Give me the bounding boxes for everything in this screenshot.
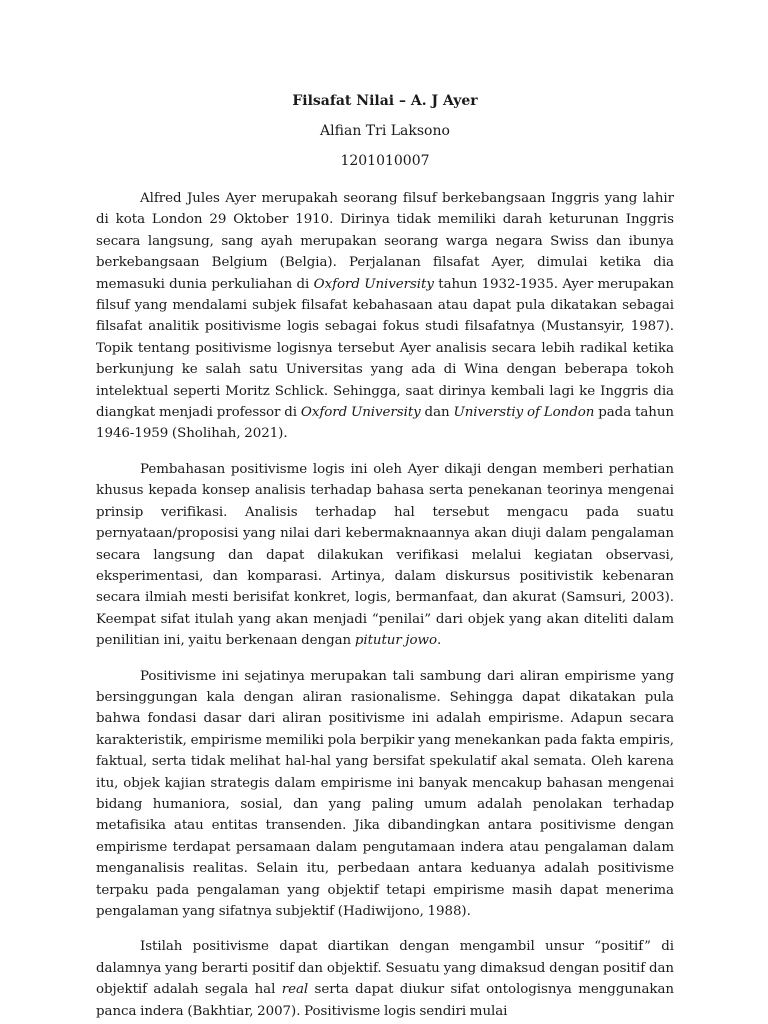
paragraph: Pembahasan positivisme logis ini oleh Ayer dikaji dengan memberi perhatian khusus kepada konsep analisis terhadap bahasa serta penekanan teorinya mengenai prinsip verifikasi. Analisis terhadap hal tersebut mengacu pada suatu pernyataan/proposisi yang nilai dari kebermaknaannya akan diuji dalam pengalaman secara langsung dan dapat dilakukan verifikasi melalui kegiatan observasi, eksperimentasi, dan komparasi. Artinya, dalam diskursus positivistik kebenaran secara ilmiah mesti berisifat konkret, logis, bermanfaat, dan akurat (Samsuri, 2003). Keempat sifat itulah yang akan menjadi “penilai” dari objek yang akan diteliti dalam penilitian ini, yaitu berkenaan dengan pitutur jowo. bbox=[96, 461, 674, 649]
paragraph: Alfred Jules Ayer merupakah seorang filsuf berkebangsaan Inggris yang lahir di kota London 29 Oktober 1910. Dirinya tidak memiliki darah keturunan Inggris secara langsung, sang ayah merupakan seorang warga negara Swiss dan ibunya berkebangsaan Belgium (Belgia). Perjalanan filsafat Ayer, dimulai ketika dia memasuki dunia perkuliahan di Oxford University tahun 1932-1935. Ayer merupakan filsuf yang mendalami subjek filsafat kebahasaan atau dapat pula dikatakan sebagai filsafat analitik positivisme logis sebagai fokus studi filsafatnya (Mustansyir, 1987). Topik tentang positivisme logisnya tersebut Ayer analisis secara lebih radikal ketika berkunjung ke salah satu Universitas yang ada di Wina dengan beberapa tokoh intelektual seperti Moritz Schlick. Sehingga, saat dirinya kembali lagi ke Inggris dia diangkat menjadi professor di Oxford University dan Universtiy of London pada tahun 1946-1959 (Sholihah, 2021). bbox=[96, 191, 674, 442]
italic-term: real bbox=[281, 982, 309, 998]
paragraph: Positivisme ini sejatinya merupakan tali sambung dari aliran empirisme yang bersinggungan kala dengan aliran rasionalisme. Sehingga dapat dikatakan pula bahwa fondasi dasar dari aliran positivisme ini adalah empirisme. Adapun secara karakteristik, empirisme memiliki pola berpikir yang menekankan pada fakta empiris, faktual, serta tidak melihat hal-hal yang bersifat spekulatif akal semata. Oleh karena itu, objek kajian strategis dalam empirisme ini banyak mencakup bahasan mengenai bidang humaniora, sosial, dan yang paling umum adalah penolakan terhadap metafisika atau entitas transenden. Jika dibandingkan antara positivisme dengan empirisme terdapat persamaan dalam pengutamaan indera atau pengalaman dalam menganalisis realitas. Selain itu, perbedaan antara keduanya adalah positivisme terpaku pada pengalaman yang objektif tetapi empirisme masih dapat menerima pengalaman yang sifatnya subjektif (Hadiwijono, 1988). bbox=[96, 668, 674, 919]
document-body bbox=[96, 188, 674, 1022]
italic-term: Universtiy of London bbox=[453, 405, 595, 421]
author-name: Alfian Tri Laksono bbox=[320, 123, 450, 139]
italic-term: Oxford University bbox=[300, 405, 421, 421]
document-title: Filsafat Nilai – A. J Ayer bbox=[292, 93, 478, 109]
document-header bbox=[96, 88, 674, 174]
italic-term: Oxford University bbox=[313, 276, 434, 292]
italic-term: pitutur jowo bbox=[354, 633, 437, 649]
student-id: 1201010007 bbox=[340, 153, 430, 169]
paragraph: Istilah positivisme dapat diartikan dengan mengambil unsur “positif” di dalamnya yang berarti positif dan objektif. Sesuatu yang dimaksud dengan positif dan objektif adalah segala hal real serta dapat diukur sifat ontologisnya menggunakan panca indera (Bakhtiar, 2007). Positivisme logis sendiri mulai bbox=[96, 939, 675, 1019]
